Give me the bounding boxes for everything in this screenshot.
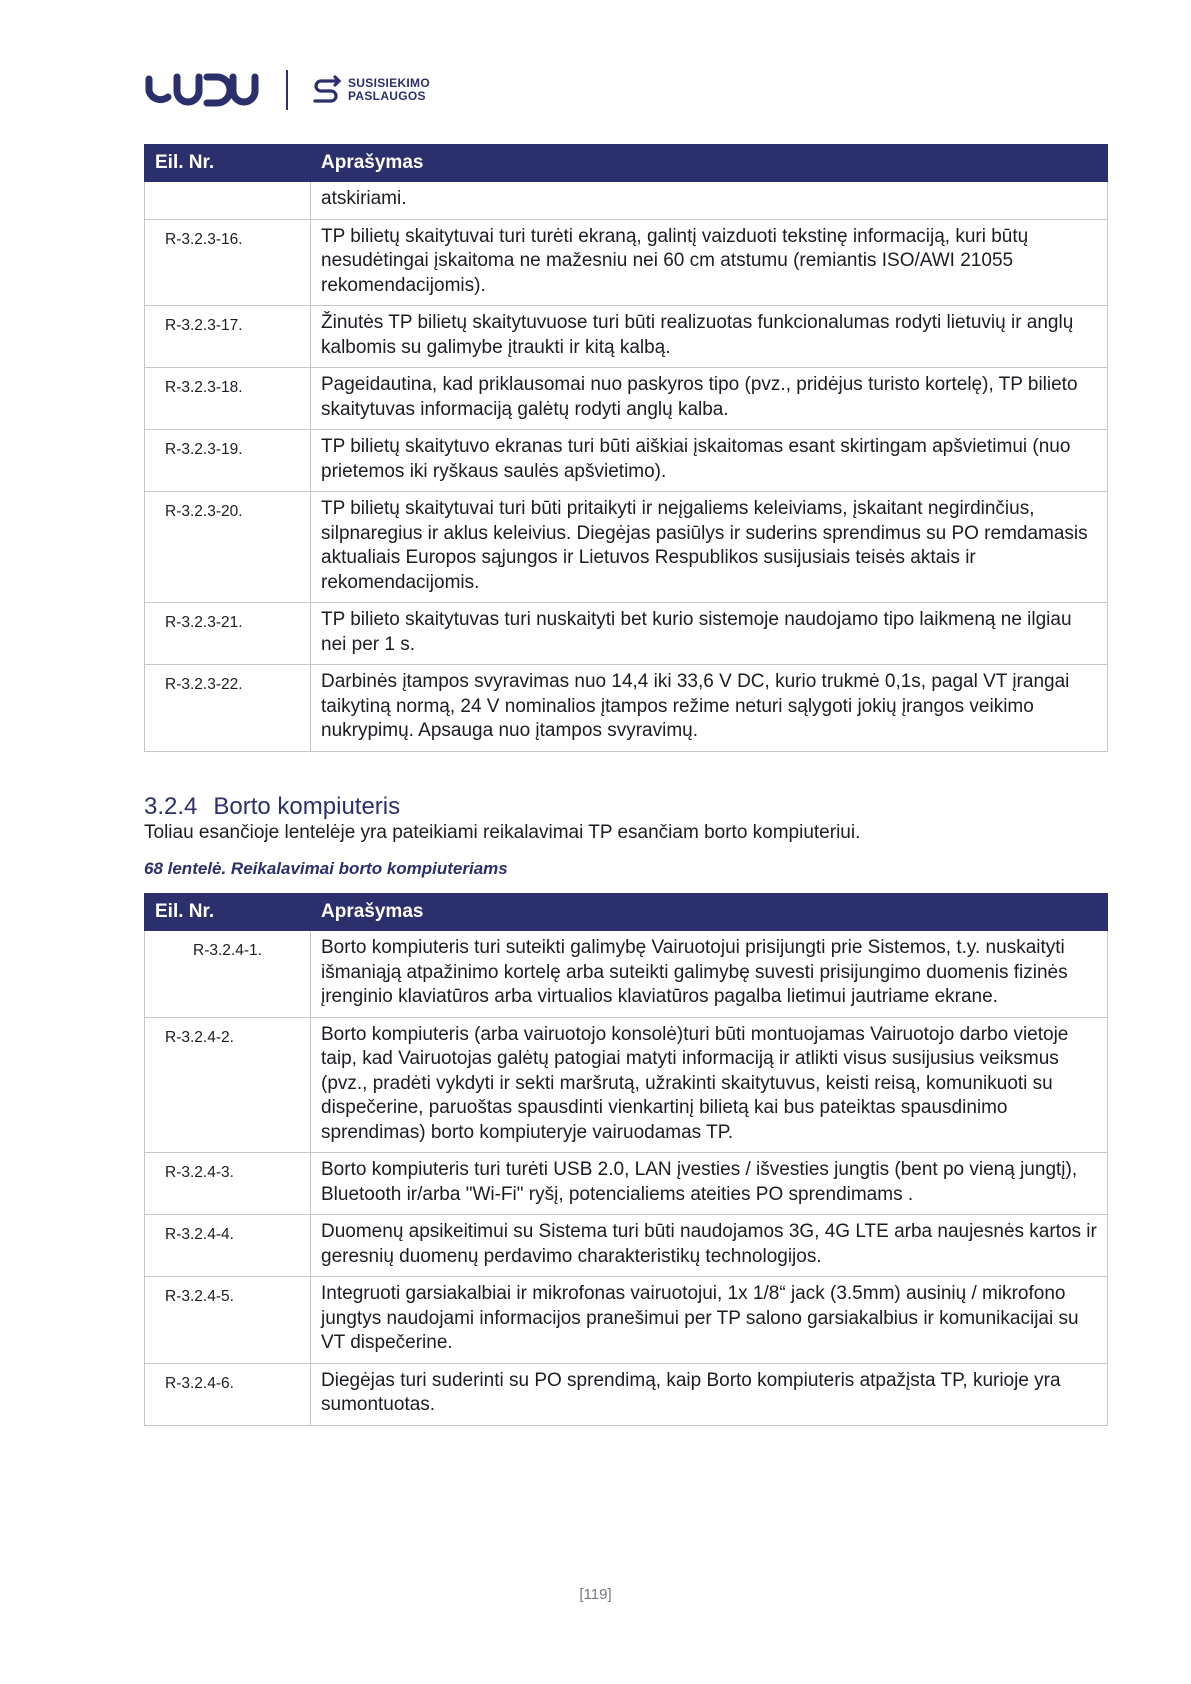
section-intro: Toliau esančioje lentelėje yra pateikiami reikalavimai TP esančiam borto kompiuteriui.: [144, 822, 861, 843]
row-number: R-3.2.4-1.: [145, 931, 311, 1018]
row-description: Duomenų apsikeitimui su Sistema turi būti naudojamos 3G, 4G LTE arba naujesnės kartos ir geresnių duomenų perdavimo charakteristikų technologijos.: [311, 1215, 1108, 1277]
row-description: TP bilietų skaitytuvai turi būti pritaikyti ir neįgaliems keleiviams, įskaitant negirdinčius, silpnaregius ir aklus keleivius. Diegėjas pasiūlys ir suderins sprendimus su PO remdamasis aktualiais Europos sąjungos ir Lietuvos Respublikos susijusiais teisės aktais ir rekomendacijomis.: [311, 492, 1108, 603]
row-number: R-3.2.3-18.: [145, 368, 311, 430]
row-description: atskiriami.: [311, 182, 1108, 220]
row-description: Diegėjas turi suderinti su PO sprendimą, kaip Borto kompiuteris atpažįsta TP, kurioje yra sumontuotas.: [311, 1363, 1108, 1425]
table-row: [145, 1153, 1108, 1215]
table-row: [145, 306, 1108, 368]
row-number: R-3.2.4-4.: [145, 1215, 311, 1277]
row-number: R-3.2.3-20.: [145, 492, 311, 603]
row-number: R-3.2.3-19.: [145, 430, 311, 492]
row-number: R-3.2.3-17.: [145, 306, 311, 368]
table-caption: 68 lentelė. Reikalavimai borto kompiuteriams: [144, 859, 508, 878]
page-header: [144, 62, 430, 118]
row-number: R-3.2.4-6.: [145, 1363, 311, 1425]
column-header-number: Eil. Nr.: [145, 894, 311, 931]
requirements-table-onboard-computer: [144, 893, 1108, 1426]
table-header-row: [145, 894, 1108, 931]
table-row: [145, 1363, 1108, 1425]
sp-mark-icon: [310, 75, 342, 105]
row-number: R-3.2.3-22.: [145, 665, 311, 752]
row-number: [145, 182, 311, 220]
row-number: R-3.2.4-2.: [145, 1017, 311, 1153]
page-number: [119]: [579, 1586, 612, 1603]
table-row: [145, 931, 1108, 1018]
judu-logo: [144, 73, 262, 107]
logo-sp-line1: SUSISIEKIMO: [348, 76, 430, 90]
row-description: Darbinės įtampos svyravimas nuo 14,4 iki 33,6 V DC, kurio trukmė 0,1s, pagal VT įrangai taikytiną normą, 24 V nominalios įtampos režime neturi sąlygoti jokių įrangos veikimo nukrypimų. Apsauga nuo įtampos svyravimų.: [311, 665, 1108, 752]
section-heading: [144, 793, 400, 821]
row-number: R-3.2.4-3.: [145, 1153, 311, 1215]
table-row: [145, 430, 1108, 492]
table-row: [145, 665, 1108, 752]
table-row: [145, 492, 1108, 603]
column-header-number: Eil. Nr.: [145, 145, 311, 182]
row-description: Žinutės TP bilietų skaitytuvuose turi būti realizuotas funkcionalumas rodyti lietuvių ir anglų kalbomis su galimybe įtraukti ir kitą kalbą.: [311, 306, 1108, 368]
susisiekimo-paslaugos-logo: [310, 75, 430, 105]
table-row: [145, 368, 1108, 430]
table-row: [145, 1215, 1108, 1277]
table-header-row: [145, 145, 1108, 182]
table-row: [145, 182, 1108, 220]
row-number: R-3.2.3-21.: [145, 603, 311, 665]
row-description: TP bilietų skaitytuvai turi turėti ekraną, galintį vaizduoti tekstinę informaciją, kuri būtų nesudėtingai įskaitoma ne mažesniu nei 60 cm atstumu (remiantis ISO/AWI 21055 rekomendacijomis).: [311, 219, 1108, 306]
column-header-description: Aprašymas: [311, 894, 1108, 931]
section-number: 3.2.4: [144, 793, 198, 820]
row-number: R-3.2.3-16.: [145, 219, 311, 306]
row-description: Integruoti garsiakalbiai ir mikrofonas vairuotojui, 1x 1/8“ jack (3.5mm) ausinių / mikrofono jungtys naudojami informacijos pranešimui per TP salono garsiakalbius ir komunikacijai su VT dispečerine.: [311, 1277, 1108, 1364]
row-description: Pageidautina, kad priklausomai nuo paskyros tipo (pvz., pridėjus turisto kortelę), TP bilieto skaitytuvas informaciją galėtų rodyti anglų kalba.: [311, 368, 1108, 430]
section-title: Borto kompiuteris: [213, 793, 401, 820]
table-row: [145, 1277, 1108, 1364]
row-description: Borto kompiuteris turi turėti USB 2.0, LAN įvesties / išvesties jungtis (bent po vieną jungtį), Bluetooth ir/arba "Wi-Fi" ryšį, potencialiems ateities PO sprendimams .: [311, 1153, 1108, 1215]
row-number: R-3.2.4-5.: [145, 1277, 311, 1364]
logo-sp-line2: PASLAUGOS: [348, 89, 426, 103]
column-header-description: Aprašymas: [311, 145, 1108, 182]
table-row: [145, 603, 1108, 665]
table-row: [145, 219, 1108, 306]
logo-divider: [286, 70, 288, 110]
requirements-table-reading-devices: [144, 144, 1108, 752]
row-description: Borto kompiuteris (arba vairuotojo konsolė)turi būti montuojamas Vairuotojo darbo vietoje taip, kad Vairuotojas galėtų patogiai matyti informaciją ir atlikti visus susijusius veiksmus (pvz., pradėti vykdyti ir sekti maršrutą, užrakinti skaitytuvus, keisti reisą, komunikuoti su dispečerine, paruoštas spausdinti vienkartinį bilietą kai bus pateiktas spausdinimo sprendimas) borto kompiuteryje vairuodamas TP.: [311, 1017, 1108, 1153]
row-description: TP bilietų skaitytuvo ekranas turi būti aiškiai įskaitomas esant skirtingam apšvietimui (nuo prietemos iki ryškaus saulės apšvietimo).: [311, 430, 1108, 492]
row-description: TP bilieto skaitytuvas turi nuskaityti bet kurio sistemoje naudojamo tipo laikmeną ne ilgiau nei per 1 s.: [311, 603, 1108, 665]
row-description: Borto kompiuteris turi suteikti galimybę Vairuotojui prisijungti prie Sistemos, t.y. nuskaityti išmaniąją atpažinimo kortelę arba suteikti galimybę suvesti prisijungimo duomenis fizinės įrenginio klaviatūros arba virtualios klaviatūros pagalba lietimui jautriame ekrane.: [311, 931, 1108, 1018]
table-row: [145, 1017, 1108, 1153]
